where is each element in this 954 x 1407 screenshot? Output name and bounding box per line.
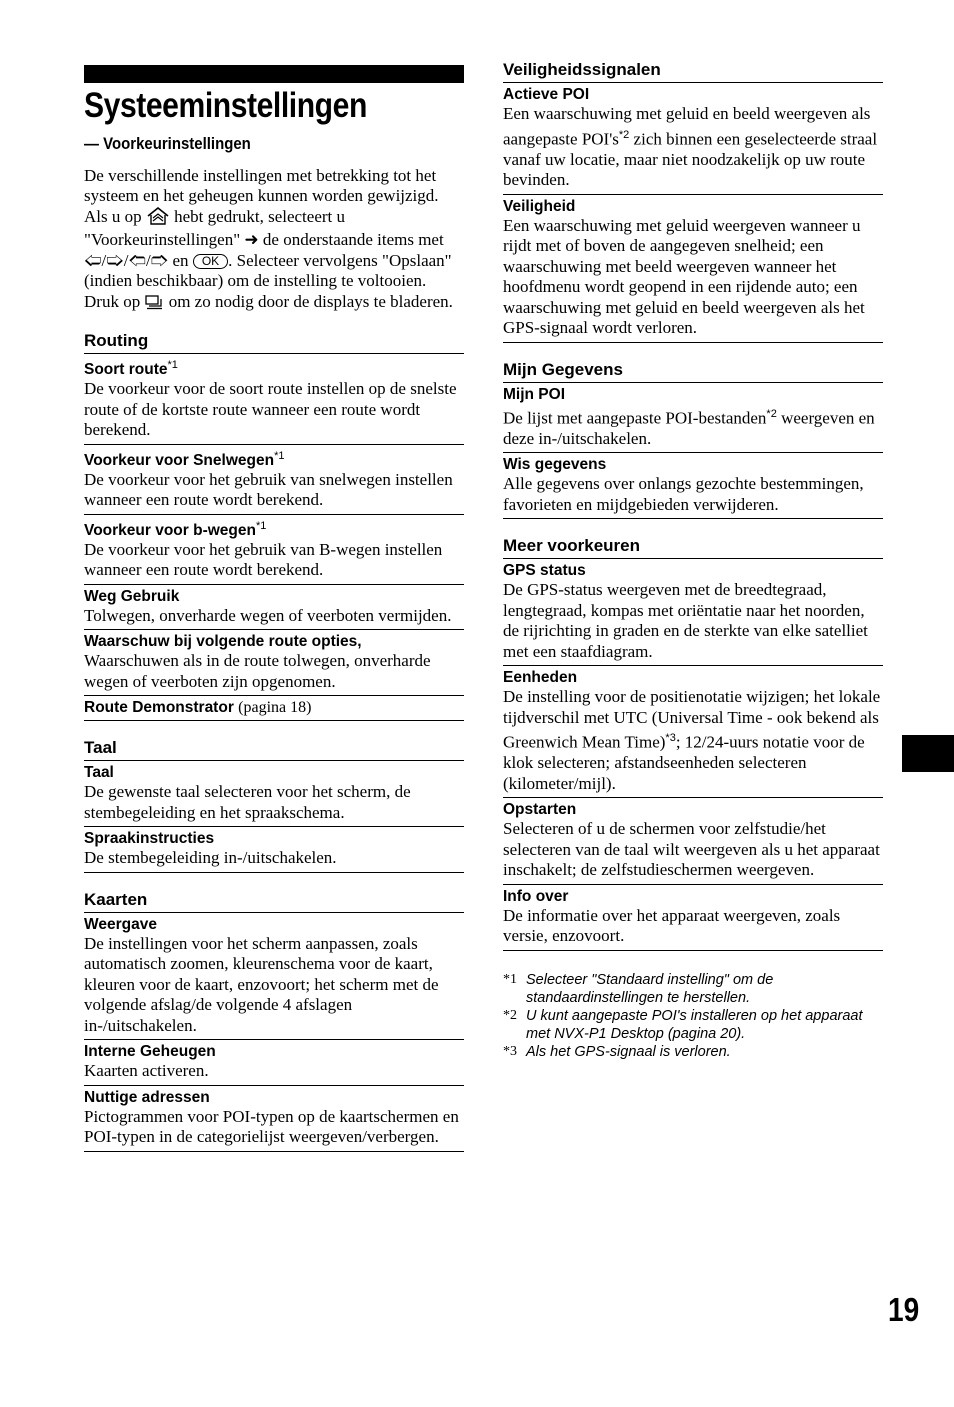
- page-subtitle: — Voorkeurinstellingen: [84, 133, 251, 153]
- arrow-right-bold-icon: 🢢: [128, 250, 147, 270]
- setting-gps-status: GPS status De GPS-status weergeven met de breedtegraad, lengtegraad, kompas met oriëntatie naar het noorden, de rijrichting in graden en de sterkte van elke satelliet met een staafdiagram.: [503, 559, 883, 666]
- setting-interne-geheugen: Interne Geheugen Kaarten activeren.: [84, 1040, 464, 1086]
- setting-wis-gegevens: Wis gegevens Alle gegevens over onlangs gezochte bestemmingen, favorieten en mijdgebieden verwijderen.: [503, 453, 883, 519]
- intro: [84, 166, 464, 316]
- section-veiligheid-title: Veiligheidssignalen: [503, 60, 883, 83]
- setting-opstarten: Opstarten Selecteren of u de schermen voor zelfstudie/het selecteren van de taal wilt weergeven als u het apparaat inschakelt; de zelfstudieschermen weergeven.: [503, 798, 883, 885]
- setting-waarschuw: Waarschuw bij volgende route opties, Waarschuwen als in de route tolwegen, onverharde wegen of veerboten zijn opgenomen.: [84, 630, 464, 696]
- page-number: 19: [888, 1291, 920, 1328]
- footnotes: [503, 971, 883, 1061]
- setting-weergave: Weergave De instellingen voor het scherm aanpassen, zoals automatisch zoomen, kleurenschema voor de kaart, kleuren voor de kaart, enzovoort; het scherm met de volgende afslag/de volgende 4 afslagen in-/uitschakelen.: [84, 913, 464, 1041]
- title-bar: [84, 65, 464, 83]
- intro-paragraph-2: Als u op hebt gedrukt, selecteert u "Voorkeurinstellingen" ➜ de onderstaande items met 🢠/🢡/🢢/🢣 en OK . Selecteer vervolgens "Opslaan" (indien beschikbaar) om de instelling te voltooien. Druk op om zo nodig door de displays te bladeren.: [84, 207, 464, 316]
- setting-taal: Taal De gewenste taal selecteren voor het scherm, de stembegeleiding en het spraakschema.: [84, 761, 464, 827]
- setting-bwegen: Voorkeur voor b-wegen$^{*1}$ De voorkeur voor het gebruik van B-wegen instellen wanneer een route wordt berekend.: [84, 515, 464, 585]
- footnote: *1 Selecteer "Standaard instelling" om de standaardinstellingen te herstellen.: [503, 971, 774, 1006]
- setting-mijn-poi: Mijn POI De lijst met aangepaste POI-bestanden$^{*2}$ weergeven en deze in-/uitschakelen.: [503, 383, 883, 454]
- page-title: Systeeminstellingen: [84, 86, 367, 125]
- section-routing-title: Routing: [84, 331, 464, 354]
- setting-spraakinstructies: Spraakinstructies De stembegeleiding in-/uitschakelen.: [84, 827, 464, 873]
- arrow-down-icon: 🢣: [150, 250, 169, 270]
- setting-soort-route: Soort route$^{*1}$ De voorkeur voor de soort route instellen op de snelste route of de kortste route wanneer een route wordt berekend.: [84, 354, 464, 445]
- setting-veiligheid: Veiligheid Een waarschuwing met geluid weergeven wanneer u rijdt met of boven de aangegeven snelheid; een waarschuwing met beeld weergeven wanneer het hoofdmenu wordt geopend in een rijdende auto; een waarschuwing met geluid en beeld weergeven als het GPS-signaal wordt verloren.: [503, 195, 883, 343]
- ok-button-icon: OK: [193, 254, 228, 269]
- arrow-left-icon: 🢠: [84, 250, 102, 270]
- scroll-display-icon: [144, 294, 164, 316]
- setting-weg-gebruik: Weg Gebruik Tolwegen, onverharde wegen of veerboten vermijden.: [84, 585, 464, 631]
- section-kaarten-title: Kaarten: [84, 890, 464, 913]
- intro-paragraph-1: De verschillende instellingen met betrekking tot het systeem en het geheugen kunnen worden gewijzigd.: [84, 165, 439, 205]
- setting-eenheden: Eenheden De instelling voor de positienotatie wijzigen; het lokale tijdverschil met UTC (Universal Time - ook bekend als Greenwich Mean Time)$^{*3}$; 12/24-uurs notatie voor de klok selecteren; afstandseenheden selecteren (kilometer/mijl).: [503, 666, 883, 798]
- setting-info-over: Info over De informatie over het apparaat weergeven, zoals versie, enzovoort.: [503, 885, 883, 951]
- setting-route-demonstrator: Route Demonstrator (pagina 18): [84, 696, 464, 721]
- setting-nuttige-adressen: Nuttige adressen Pictogrammen voor POI-typen op de kaartschermen en POI-typen in de categorielijst weergeven/verbergen.: [84, 1086, 464, 1152]
- right-column: [503, 60, 883, 1061]
- footnote: *2 U kunt aangepaste POI's installeren op het apparaat met NVX-P1 Desktop (pagina 20).: [503, 1007, 863, 1042]
- setting-snelwegen: Voorkeur voor Snelwegen$^{*1}$ De voorkeur voor het gebruik van snelwegen instellen wanneer een route wordt berekend.: [84, 445, 464, 515]
- home-icon: [146, 207, 170, 231]
- chapter-tab: [902, 735, 954, 772]
- arrow-up-icon: 🢡: [106, 250, 124, 270]
- left-column: [84, 60, 464, 1152]
- section-meer-voorkeuren-title: Meer voorkeuren: [503, 536, 883, 559]
- setting-actieve-poi: Actieve POI Een waarschuwing met geluid en beeld weergeven als aangepaste $POI's^{*2}$ zich binnen een geselecteerde straal vanaf uw locatie, maar niet noodzakelijk op uw route bevinden.: [503, 83, 883, 195]
- section-mijn-gegevens-title: Mijn Gegevens: [503, 360, 883, 383]
- section-taal-title: Taal: [84, 738, 464, 761]
- footnote: *3 Als het GPS-signaal is verloren.: [503, 1043, 731, 1060]
- arrow-right-icon: ➜: [244, 230, 259, 249]
